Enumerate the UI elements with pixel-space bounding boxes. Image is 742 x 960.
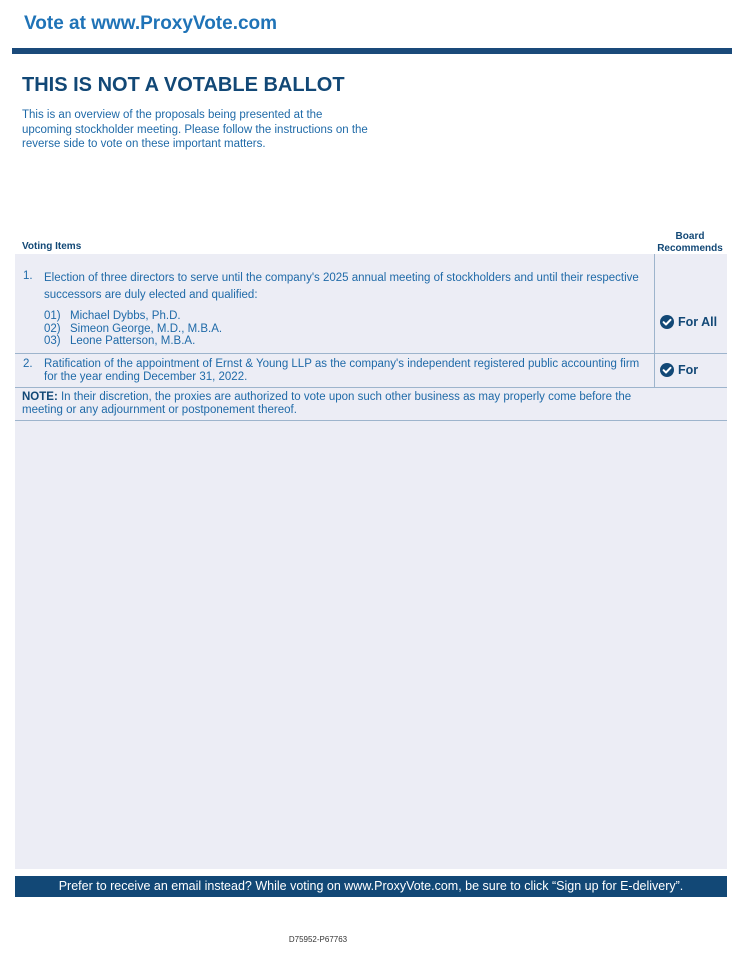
nominee-item — [44, 310, 222, 323]
nominee-item — [44, 323, 222, 336]
proposal-text: Election of three directors to serve until the company's 2025 annual meeting of stockholders and until their respective successors are duly elected and qualified: — [44, 272, 639, 301]
recommendation-label: For All — [678, 315, 718, 329]
nominee-name: Michael Dybbs, Ph.D. — [70, 310, 181, 322]
document-id: D75952-P67763 — [288, 935, 348, 944]
nominee-number: 03) — [44, 335, 61, 348]
e-delivery-banner: Prefer to receive an email instead? While voting on www.ProxyVote.com, be sure to click “Sign up for E-delivery”. — [15, 876, 727, 897]
proposal-number: 2. — [23, 358, 33, 370]
recommendation-label: For — [678, 363, 699, 377]
board-recommends-header: Board Recommends — [657, 231, 723, 254]
column-divider — [654, 254, 655, 387]
intro-text: This is an overview of the proposals being presented at the upcoming stockholder meeting. Please follow the instructions on the reverse side to vote on these important matters. — [22, 109, 368, 150]
proposal-text: Ratification of the appointment of Ernst & Young LLP as the company's independent registered public accounting firm for the year ending December 31, 2022. — [44, 358, 640, 383]
check-circle-icon — [660, 315, 674, 329]
proposal-number: 1. — [23, 270, 33, 282]
voting-items-header: Voting Items — [22, 241, 82, 252]
site-title: Vote at www.ProxyVote.com — [24, 13, 278, 34]
board-recommendation — [660, 363, 698, 377]
nominee-list — [44, 310, 222, 348]
nominee-number: 01) — [44, 310, 61, 322]
header-rule — [12, 48, 732, 54]
proposal-row-1 — [15, 254, 727, 354]
nominee-name: Leone Patterson, M.B.A. — [70, 335, 196, 348]
nominee-name: Simeon George, M.D., M.B.A. — [70, 322, 223, 335]
note-row — [15, 388, 727, 421]
board-recommendation — [660, 315, 717, 329]
note-text — [22, 391, 662, 416]
proposal-row-2 — [15, 354, 727, 388]
ballot-heading: THIS IS NOT A VOTABLE BALLOT — [22, 74, 345, 96]
nominee-number: 02) — [44, 322, 61, 335]
note-body: In their discretion, the proxies are authorized to vote upon such other business as may properly come before the meeting or any adjournment or postponement thereof. — [22, 391, 632, 416]
check-circle-icon — [660, 363, 674, 377]
nominee-item — [44, 335, 222, 348]
note-label: NOTE: — [22, 391, 58, 403]
